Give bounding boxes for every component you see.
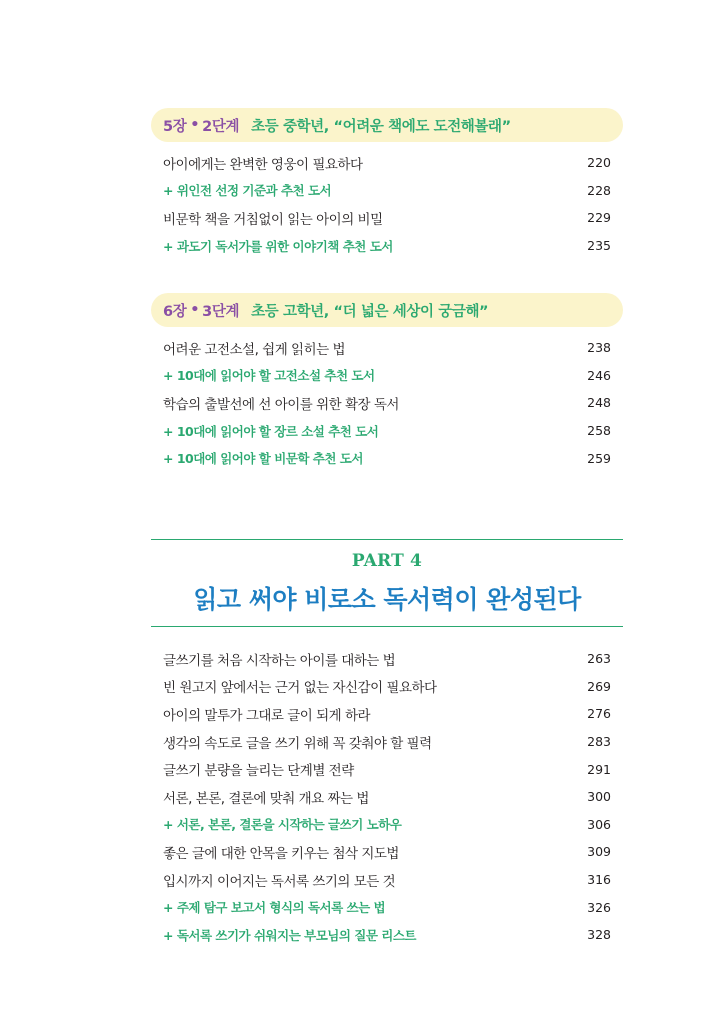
toc-entry[interactable] — [163, 700, 611, 728]
part-top-divider — [151, 539, 623, 540]
toc-entry[interactable] — [163, 728, 611, 756]
toc-entry[interactable] — [163, 389, 611, 417]
toc-entry-title: 서론, 본론, 결론에 맞춰 개요 짜는 법 — [163, 790, 369, 807]
toc-entry-page: 309 — [587, 844, 611, 860]
toc-entry[interactable] — [163, 334, 611, 362]
part-bottom-divider — [151, 626, 623, 627]
chapter-separator-dot: • — [190, 117, 200, 133]
toc-entry-title: + 위인전 선정 기준과 추천 도서 — [163, 183, 332, 199]
chapter-step: 2단계 — [202, 118, 240, 135]
toc-entry-title: 어려운 고전소설, 쉽게 읽히는 법 — [163, 341, 345, 358]
toc-sub-entry[interactable] — [163, 444, 611, 472]
toc-entry[interactable] — [163, 866, 611, 894]
toc-entry[interactable] — [163, 673, 611, 701]
toc-entry-page: 276 — [587, 706, 611, 722]
toc-entry-page: 229 — [587, 210, 611, 226]
chapter-title: 초등 중학년, “어려운 책에도 도전해볼래” — [251, 118, 511, 135]
chapter-6-header — [151, 293, 623, 327]
chapter-step: 3단계 — [202, 303, 240, 320]
toc-entry-page: 258 — [587, 423, 611, 439]
toc-entry-page: 263 — [587, 651, 611, 667]
toc-entry[interactable] — [163, 645, 611, 673]
toc-sub-entry[interactable] — [163, 893, 611, 921]
toc-entry[interactable] — [163, 149, 611, 177]
chapter-number: 5장 — [163, 118, 187, 135]
toc-entry-page: 228 — [587, 182, 611, 198]
toc-entry-title: 학습의 출발선에 선 아이를 위한 확장 독서 — [163, 396, 399, 413]
toc-entry-page: 259 — [587, 450, 611, 466]
chapter-5-header — [151, 108, 623, 142]
toc-entry-page: 283 — [587, 734, 611, 750]
toc-sub-entry[interactable] — [163, 177, 611, 205]
toc-entry-title: 아이에게는 완벽한 영웅이 필요하다 — [163, 156, 363, 173]
toc-entry-title: + 10대에 읽어야 할 장르 소설 추천 도서 — [163, 423, 379, 439]
toc-entry[interactable] — [163, 755, 611, 783]
part-title: 읽고 써야 비로소 독서력이 완성된다 — [193, 585, 581, 614]
toc-sub-entry[interactable] — [163, 417, 611, 445]
toc-entry-page: 316 — [587, 872, 611, 888]
toc-entry-title: 글쓰기를 처음 시작하는 아이를 대하는 법 — [163, 652, 396, 669]
toc-entry-title: + 10대에 읽어야 할 고전소설 추천 도서 — [163, 368, 375, 384]
toc-entry-title: + 주제 탐구 보고서 형식의 독서록 쓰는 법 — [163, 900, 386, 916]
toc-entry-title: 생각의 속도로 글을 쓰기 위해 꼭 갖춰야 할 필력 — [163, 735, 432, 752]
toc-sub-entry[interactable] — [163, 811, 611, 839]
toc-entry-title: + 10대에 읽어야 할 비문학 추천 도서 — [163, 451, 363, 467]
toc-entry-page: 248 — [587, 395, 611, 411]
part-label: PART 4 — [351, 551, 423, 571]
chapter-5-entries — [163, 149, 611, 259]
toc-entry[interactable] — [163, 838, 611, 866]
toc-entry-page: 306 — [587, 816, 611, 832]
toc-entry-title: + 서론, 본론, 결론을 시작하는 글쓰기 노하우 — [163, 817, 402, 833]
toc-entry-title: 입시까지 이어지는 독서록 쓰기의 모든 것 — [163, 873, 396, 890]
toc-entry-title: 비문학 책을 거침없이 읽는 아이의 비밀 — [163, 211, 383, 228]
part-4-entries — [163, 645, 611, 949]
toc-sub-entry[interactable] — [163, 921, 611, 949]
toc-entry-title: 아이의 말투가 그대로 글이 되게 하라 — [163, 707, 371, 724]
toc-entry-page: 269 — [587, 678, 611, 694]
toc-entry-title: 글쓰기 분량을 늘리는 단계별 전략 — [163, 763, 354, 780]
toc-entry[interactable] — [163, 783, 611, 811]
toc-entry-page: 326 — [587, 899, 611, 915]
toc-entry-page: 246 — [587, 367, 611, 383]
chapter-number: 6장 — [163, 303, 187, 320]
toc-entry-page: 291 — [587, 761, 611, 777]
toc-entry-title: + 독서록 쓰기가 쉬워지는 부모님의 질문 리스트 — [163, 927, 417, 943]
chapter-separator-dot: • — [190, 302, 200, 318]
toc-entry-title: + 과도기 독서가를 위한 이야기책 추천 도서 — [163, 238, 393, 254]
toc-entry-page: 220 — [587, 155, 611, 171]
chapter-6-entries — [163, 334, 611, 472]
toc-entry-page: 328 — [587, 927, 611, 943]
toc-entry[interactable] — [163, 204, 611, 232]
toc-entry-page: 300 — [587, 789, 611, 805]
chapter-title: 초등 고학년, “더 넓은 세상이 궁금해” — [251, 303, 489, 320]
toc-sub-entry[interactable] — [163, 232, 611, 260]
toc-entry-title: 좋은 글에 대한 안목을 키우는 첨삭 지도법 — [163, 845, 399, 862]
toc-entry-title: 빈 원고지 앞에서는 근거 없는 자신감이 필요하다 — [163, 680, 437, 697]
toc-entry-page: 238 — [587, 340, 611, 356]
toc-sub-entry[interactable] — [163, 362, 611, 390]
toc-entry-page: 235 — [587, 238, 611, 254]
